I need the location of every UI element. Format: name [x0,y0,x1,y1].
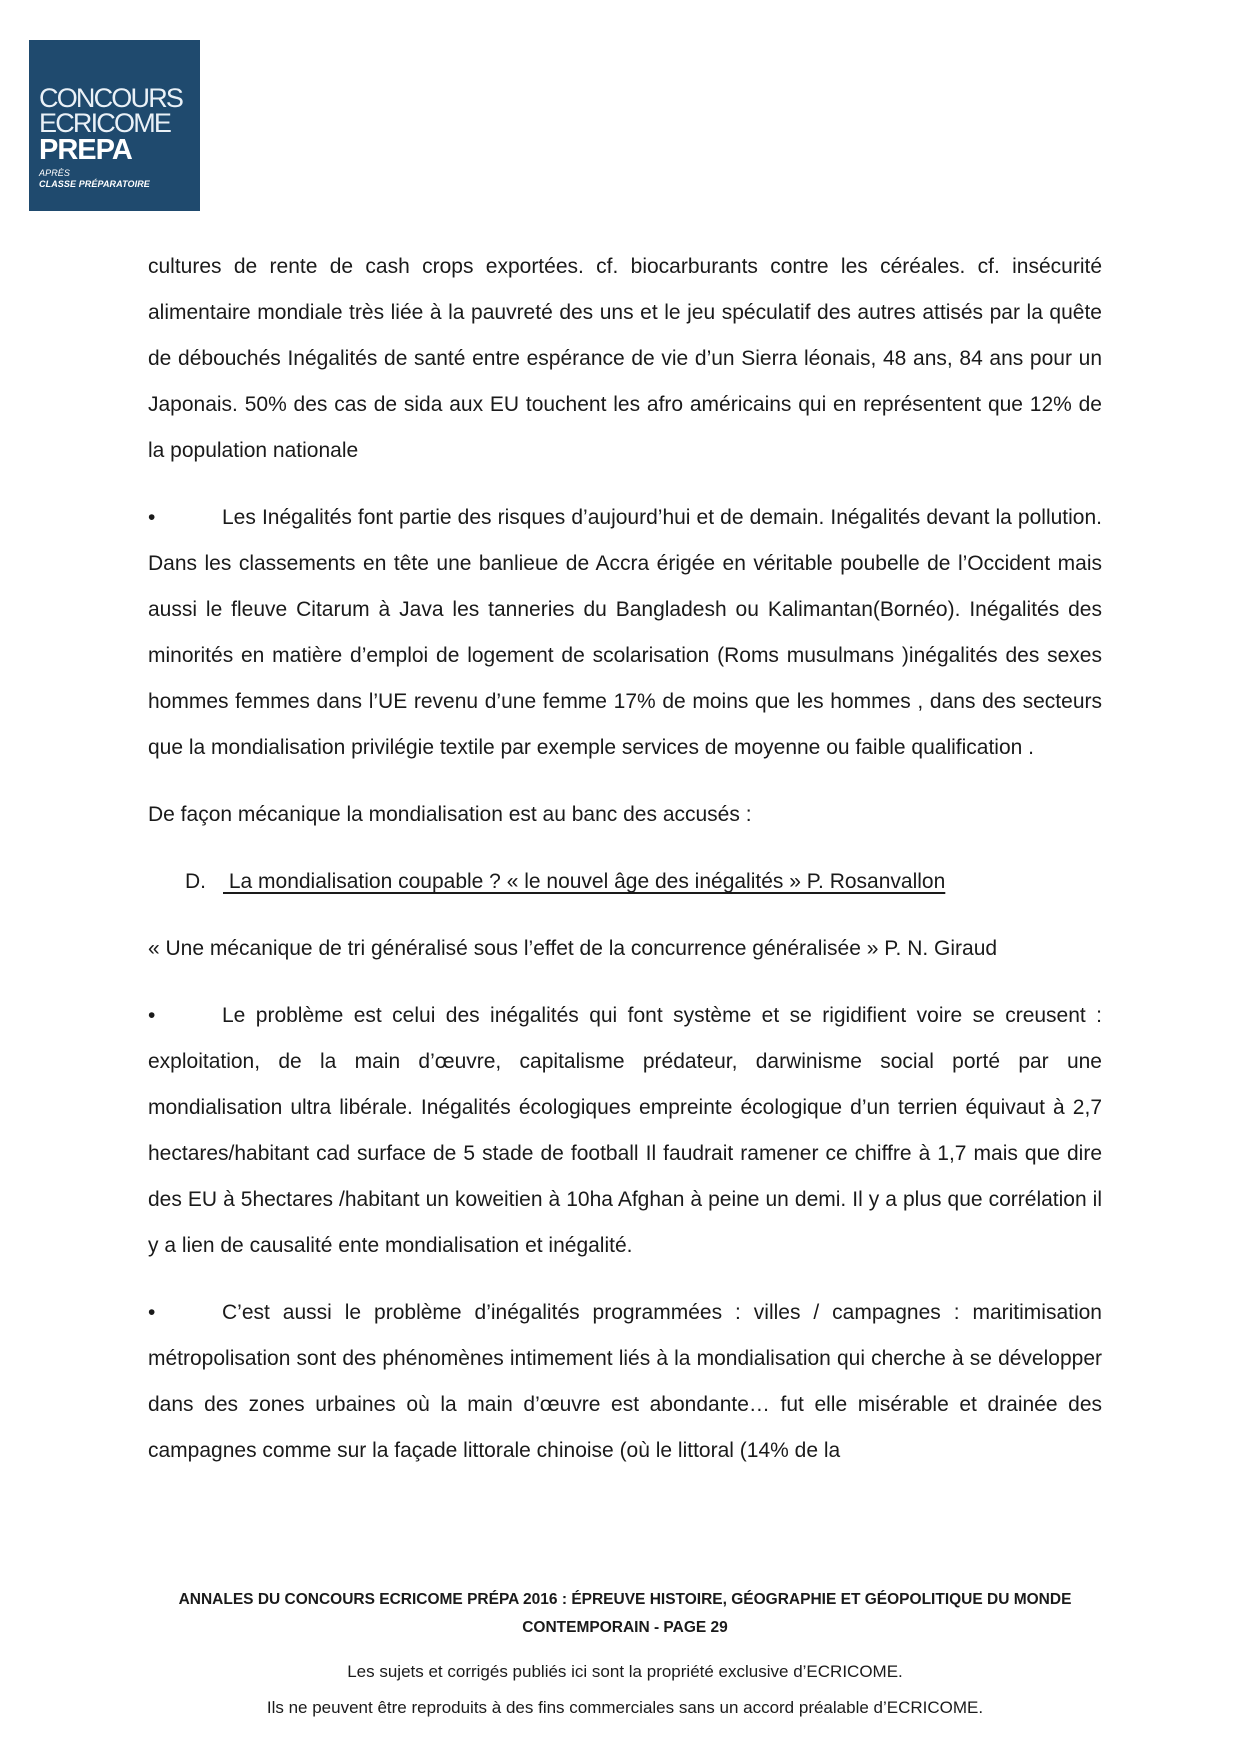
section-title-text: La mondialisation coupable ? « le nouvel âge des inégalités » P. Rosanvallon [223,870,946,893]
footer-title-line-2: CONTEMPORAIN - PAGE 29 [522,1619,728,1636]
section-heading-d [148,859,1102,905]
logo-line-ecricome: ECRICOME [39,108,171,138]
logo-line-classe-preparatoire: CLASSE PRÉPARATOIRE [39,179,150,189]
paragraph-banc-des-accuses: De façon mécanique la mondialisation est au banc des accusés : [148,803,752,826]
footer-legal-line-1: Les sujets et corrigés publiés ici sont la propriété exclusive d’ECRICOME. [347,1662,903,1681]
bullet-icon: • [148,1004,156,1027]
paragraph-cultures-de-rente: cultures de rente de cash crops exportées. cf. biocarburants contre les céréales. cf. insécurité alimentaire mondiale très liée à la pauvreté des uns et le jeu spéculatif des autres attisés par la quête de débouchés Inégalités de santé entre espérance de vie d’un Sierra léonais, 48 ans, 84 ans pour un Japonais. 50% des cas de sida aux EU touchent les afro américains qui en représentent que 12% de la population nationale [148,255,1102,462]
ecricome-logo [29,40,200,211]
footer-legal-notice [148,1654,1102,1726]
logo-line-apres: APRÈS [39,168,71,178]
bullet-paragraph-risques [148,495,1102,771]
bullet-paragraph-inegalites-programmees [148,1290,1102,1474]
section-letter: D. [185,870,206,893]
footer-title [148,1586,1102,1642]
logo-line-concours: CONCOURS [39,83,183,113]
footer-title-line-1: ANNALES DU CONCOURS ECRICOME PRÉPA 2016 : ÉPREUVE HISTOIRE, GÉOGRAPHIE ET GÉOPOLITIQUE DU MONDE [178,1591,1072,1608]
quote-giraud: « Une mécanique de tri généralisé sous l’effet de la concurrence généralisée » P. N. Giraud [148,937,998,960]
bullet-text-inegalites-programmees: C’est aussi le problème d’inégalités programmées : villes / campagnes : maritimisation métropolisation sont des phénomènes intimement liés à la mondialisation qui cherche à se développer dans des zones urbaines où la main d’œuvre est abondante… fut elle misérable et drainée des campagnes comme sur la façade littorale chinoise (où le littoral (14% de la [148,1301,1102,1462]
bullet-paragraph-systeme [148,993,1102,1269]
bullet-text-systeme: Le problème est celui des inégalités qui font système et se rigidifient voire se creusent : exploitation, de la main d’œuvre, capitalisme prédateur, darwinisme social porté par une mondialisation ultra libérale. Inégalités écologiques empreinte écologique d’un terrien équivaut à 2,7 hectares/habitant cad surface de 5 stade de football Il faudrait ramener ce chiffre à 1,7 mais que dire des EU à 5hectares /habitant un koweitien à 10ha Afghan à peine un demi. Il y a plus que corrélation il y a lien de causalité ente mondialisation et inégalité. [148,1004,1102,1257]
bullet-icon: • [148,1301,156,1324]
document-body [148,244,1102,1495]
bullet-icon: • [148,506,156,529]
bullet-text-risques: Les Inégalités font partie des risques d’aujourd’hui et de demain. Inégalités devant la pollution. Dans les classements en tête une banlieue de Accra érigée en véritable poubelle de l’Occident mais aussi le fleuve Citarum à Java les tanneries du Bangladesh ou Kalimantan(Bornéo). Inégalités des minorités en matière d’emploi de logement de scolarisation (Roms musulmans )inégalités des sexes hommes femmes dans l’UE revenu d’une femme 17% de moins que les hommes , dans des secteurs que la mondialisation privilégie textile par exemple services de moyenne ou faible qualification . [148,506,1102,759]
logo-line-prepa: PREPA [39,134,132,166]
footer-legal-line-2: Ils ne peuvent être reproduits à des fins commerciales sans un accord préalable d’ECRICOME. [266,1698,984,1717]
